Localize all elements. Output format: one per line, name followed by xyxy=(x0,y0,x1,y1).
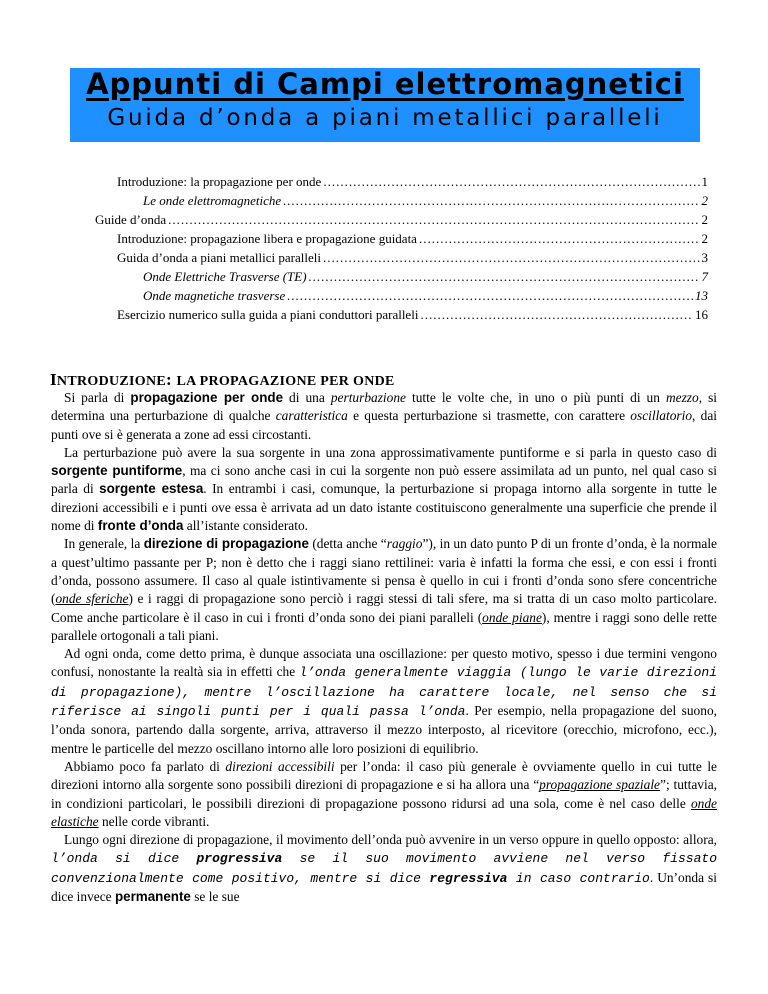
toc-entry[interactable] xyxy=(95,210,708,229)
toc-leader xyxy=(287,286,693,305)
toc-entry-page: 2 xyxy=(701,193,708,208)
title-banner xyxy=(70,68,700,142)
toc-entry-label: Onde Elettriche Trasverse (TE) xyxy=(143,269,307,284)
paragraph: Ad ogni onda, come detto prima, è dunque associata una oscillazione: per questo motivo, spesso i due termini vengono confusi, nonostante la realtà sia in effetti che l’onda generalmente viaggia (lungo le varie direzioni di propagazione), mentre l’oscillazione ha carattere locale, nel senso che si riferisce ai singoli punti per i quali passa l’onda. Per esempio, nella propagazione del suono, l’onda sonora, partendo dalla sorgente, arriva, attraverso il mezzo interposto, al ricevitore (orecchio, microfono, ecc.), mentre le particelle del mezzo oscillano intorno alle loro posizioni di equilibrio. xyxy=(51,646,718,756)
paragraph: Lungo ogni direzione di propagazione, il movimento dell’onda può avvenire in un verso oppure in quello opposto: allora, l’onda si dice progressiva se il suo movimento avviene nel verso fissato convenzionalmente come positivo, mentre si dice regressiva in caso contrario. Un’onda si dice invece permanente se le sue xyxy=(51,832,717,905)
document-title: Appunti di Campi elettromagnetici xyxy=(86,67,684,101)
toc-entry-label: Guida d’onda a piani metallici paralleli xyxy=(117,250,321,265)
toc-entry-label: Guide d’onda xyxy=(95,212,167,227)
toc-entry-label: Onde magnetiche trasverse xyxy=(143,288,286,303)
paragraph: In generale, la direzione di propagazione (detta anche “raggio”), in un dato punto P di un fronte d’onda, è la normale a quest’ultimo passante per P; non è detto che i raggi siano rettilinei: varia è infatti la forma che essi, e con essi i fronti d’onda, possono assumere. Il caso al quale istintivamente si pensa è quello in cui i fronti d’onda sono sfere concentriche (onde sferiche) e i raggi di propagazione sono perciò i raggi stessi di tali sfere, ma si tratta di un caso molto particolare. Come anche particolare è il caso in cui i fronti d’onda sono dei piani paralleli (onde piane), mentre i raggi sono delle rette parallele ortogonali a tali piani. xyxy=(51,536,717,643)
toc-entry-page: 1 xyxy=(701,174,708,189)
toc-leader xyxy=(323,248,700,267)
toc-entry[interactable] xyxy=(143,286,708,305)
toc-leader xyxy=(419,229,700,248)
toc-entry[interactable] xyxy=(143,267,708,286)
toc-entry-label: Introduzione: propagazione libera e propagazione guidata xyxy=(117,231,417,246)
toc-leader xyxy=(309,267,700,286)
toc-entry[interactable] xyxy=(117,172,708,191)
toc-entry-page: 13 xyxy=(695,288,708,303)
toc-entry-page: 3 xyxy=(701,250,708,265)
toc-entry-label: Le onde elettromagnetiche xyxy=(143,193,282,208)
toc-leader xyxy=(420,305,693,324)
body-text xyxy=(51,389,717,906)
paragraph: La perturbazione può avere la sua sorgente in una zona approssimativamente puntiforme e si parla in questo caso di sorgente puntiforme, ma ci sono anche casi in cui la sorgente non può essere assimilata ad un punto, nel qual caso si parla di sorgente estesa. In entrambi i casi, comunque, la perturbazione si propaga intorno alla sorgente in tutte le direzioni accessibili e i punti ove essa è arrivata ad un dato istante costituiscono generalmente una superficie che prende il nome di fronte d’onda all’istante considerato. xyxy=(51,444,717,534)
paragraph: Si parla di propagazione per onde di una perturbazione tutte le volte che, in uno o più punti di un mezzo, si determina una perturbazione di qualche caratteristica e questa perturbazione si trasmette, con carattere oscillatorio, dai punti ove si è generata a zone ad essi circostanti. xyxy=(51,390,717,442)
toc-entry-page: 2 xyxy=(701,231,708,246)
section-heading: INTRODUZIONE: LA PROPAGAZIONE PER ONDE xyxy=(50,370,395,389)
paragraph: Abbiamo poco fa parlato di direzioni accessibili per l’onda: il caso più generale è ovviamente quello in cui tutte le direzioni intorno alla sorgente sono possibili direzioni di propagazione e si ha allora una “propagazione spaziale”; tuttavia, in condizioni particolari, le possibili direzioni di propagazione possono ridursi ad una sola, come è nel caso delle onde elastiche nelle corde vibranti. xyxy=(51,758,717,829)
toc-entry[interactable] xyxy=(143,191,708,210)
toc-leader xyxy=(168,210,699,229)
toc-entry-label: Introduzione: la propagazione per onde xyxy=(117,174,322,189)
toc-entry-page: 7 xyxy=(701,269,708,284)
toc-leader xyxy=(283,191,699,210)
document-subtitle: Guida d’onda a piani metallici paralleli xyxy=(107,105,663,131)
toc-entry[interactable] xyxy=(117,305,708,324)
toc-entry-label: Esercizio numerico sulla guida a piani conduttori paralleli xyxy=(117,307,419,322)
toc-leader xyxy=(323,172,699,191)
toc-entry-page: 2 xyxy=(701,212,708,227)
toc-entry-page: 16 xyxy=(695,307,708,322)
toc-entry[interactable] xyxy=(117,229,708,248)
toc-entry[interactable] xyxy=(117,248,708,267)
